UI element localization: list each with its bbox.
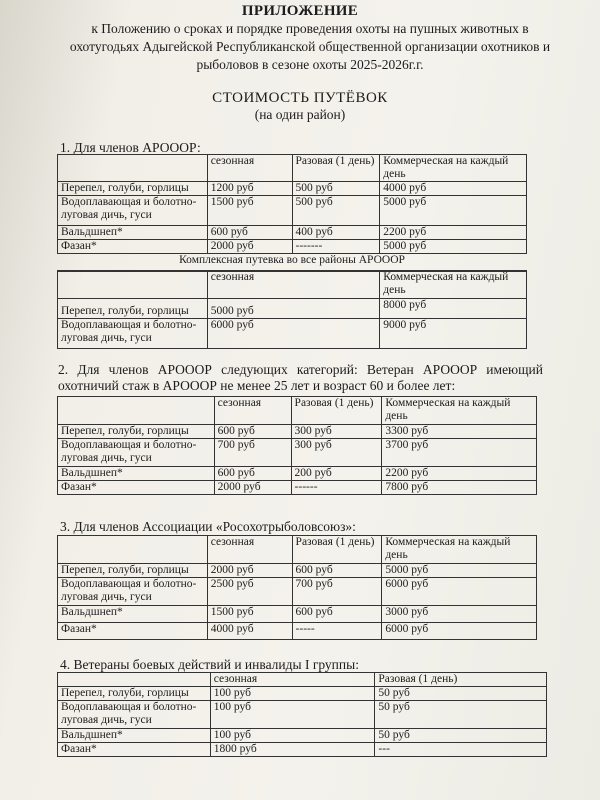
table-cell (58, 536, 208, 564)
section2-table (57, 396, 537, 495)
table-cell: Водоплавающая и болотно-луговая дичь, гуси (58, 196, 208, 226)
table-cell (58, 397, 215, 425)
table-cell: 1500 руб (207, 606, 292, 623)
table-cell: 5000 руб (207, 299, 380, 319)
table-cell: Разовая (1 день) (292, 155, 380, 182)
table-cell: 2000 руб (207, 240, 292, 254)
table-cell: 9000 руб (380, 319, 527, 349)
table-row (58, 319, 527, 349)
table-cell: сезонная (207, 271, 380, 299)
table-cell: Водоплавающая и болотно-луговая дичь, гуси (58, 319, 208, 349)
table-cell: Вальдшнеп* (58, 729, 211, 743)
table-cell: 1500 руб (207, 196, 292, 226)
table-row (58, 226, 527, 240)
cost-heading: СТОИМОСТЬ ПУТЁВОК (212, 90, 388, 106)
table-cell: 3700 руб (382, 439, 537, 467)
table-cell: Фазан* (58, 240, 208, 254)
table-header-row (58, 397, 537, 425)
section2-title: 2. Для членов АРОООР следующих категорий: Ветеран АРОООР имеющий охотничий стаж в АРОООР не менее 25 лет и возраст 60 и более лет: (58, 362, 543, 393)
table-cell: Перепел, голуби, горлицы (58, 425, 215, 439)
table-row (58, 196, 527, 226)
section3-table (57, 535, 537, 640)
table-cell: 200 руб (291, 467, 382, 481)
table-cell: 3000 руб (382, 606, 537, 623)
table-cell: Коммерческая на каждый день (380, 155, 527, 182)
table-cell: Коммерческая на каждый день (382, 536, 537, 564)
table-cell: 3300 руб (382, 425, 537, 439)
table-cell: 7800 руб (382, 481, 537, 495)
table-cell: Фазан* (58, 743, 211, 757)
table-row (58, 687, 547, 701)
table-cell: 1800 руб (210, 743, 375, 757)
table-cell: Разовая (1 день) (375, 673, 547, 687)
table-cell: Перепел, голуби, горлицы (58, 182, 208, 196)
table-row (58, 299, 527, 319)
table-row (58, 439, 537, 467)
table-row (58, 578, 537, 606)
section1-title: 1. Для членов АРОООР: (60, 140, 201, 155)
table-cell: Коммерческая на каждый день (382, 397, 537, 425)
section4-table (57, 672, 547, 757)
table-cell: 50 руб (375, 729, 547, 743)
table-cell: 5000 руб (380, 196, 527, 226)
table-cell: сезонная (207, 155, 292, 182)
table-cell: Вальдшнеп* (58, 226, 208, 240)
table-cell: 600 руб (292, 564, 382, 578)
table-cell: 4000 руб (207, 623, 292, 640)
table-cell: ----- (292, 623, 382, 640)
table-cell: Вальдшнеп* (58, 606, 208, 623)
table-cell: Перепел, голуби, горлицы (58, 687, 211, 701)
table-cell: Перепел, голуби, горлицы (58, 299, 208, 319)
table-cell: 100 руб (210, 701, 375, 729)
table-cell: 2200 руб (382, 467, 537, 481)
table-cell: 600 руб (214, 425, 291, 439)
table-header-row (58, 155, 527, 182)
table-cell: 300 руб (291, 439, 382, 467)
table-cell: 6000 руб (382, 623, 537, 640)
table-row (58, 425, 537, 439)
cost-note: (на один район) (254, 107, 346, 122)
table-cell: Коммерческая на каждый день (380, 271, 527, 299)
table-cell: 600 руб (292, 606, 382, 623)
table-cell (58, 673, 211, 687)
table-cell: 2200 руб (380, 226, 527, 240)
table-cell: 500 руб (292, 182, 380, 196)
table-cell: 700 руб (214, 439, 291, 467)
table-cell (58, 155, 208, 182)
table-row (58, 623, 537, 640)
table-cell: 5000 руб (380, 240, 527, 254)
table-cell: Водоплавающая и болотно-луговая дичь, гуси (58, 701, 211, 729)
table-cell: Вальдшнеп* (58, 467, 215, 481)
section1-table (57, 154, 527, 272)
table-cell: сезонная (214, 397, 291, 425)
table-cell: 600 руб (214, 467, 291, 481)
complex-title: Комплексная путевка во все районы АРОООР (58, 254, 527, 272)
table-cell: Фазан* (58, 623, 208, 640)
table-row (58, 481, 537, 495)
table-cell: 6000 руб (382, 578, 537, 606)
table-cell: сезонная (207, 536, 292, 564)
table-row (58, 254, 527, 272)
table-cell: Разовая (1 день) (292, 536, 382, 564)
table-header-row (58, 271, 527, 299)
table-header-row (58, 536, 537, 564)
table-cell (58, 271, 208, 299)
table-cell: 2000 руб (207, 564, 292, 578)
table-cell: сезонная (210, 673, 375, 687)
table-cell: ------- (292, 240, 380, 254)
section3-title: 3. Для членов Ассоциации «Росохотрыболовсоюз»: (60, 519, 356, 534)
table-row (58, 182, 527, 196)
table-cell: 1200 руб (207, 182, 292, 196)
table-row (58, 743, 547, 757)
table-cell: 300 руб (291, 425, 382, 439)
table-row (58, 701, 547, 729)
table-row (58, 467, 537, 481)
table-cell: ------ (291, 481, 382, 495)
table-row (58, 240, 527, 254)
table-cell: Водоплавающая и болотно-луговая дичь, гуси (58, 578, 208, 606)
table-cell: 4000 руб (380, 182, 527, 196)
table-cell: 5000 руб (382, 564, 537, 578)
table-row (58, 564, 537, 578)
table-cell: 100 руб (210, 729, 375, 743)
table-header-row (58, 673, 547, 687)
table-cell: --- (375, 743, 547, 757)
table-cell: 500 руб (292, 196, 380, 226)
table-cell: Разовая (1 день) (291, 397, 382, 425)
document-subtitle: к Положению о сроках и порядке проведения охоты на пушных животных в охотугодьях Адыгейской Республиканской общественной организации охотников и рыболовов в сезоне охоты 2025-2026г.г. (69, 21, 551, 72)
section1-complex-table (57, 270, 527, 349)
section4-title: 4. Ветераны боевых действий и инвалиды I группы: (60, 657, 359, 672)
document-title: ПРИЛОЖЕНИЕ (241, 3, 359, 19)
table-cell: 700 руб (292, 578, 382, 606)
table-cell: 8000 руб (380, 299, 527, 319)
table-cell: 100 руб (210, 687, 375, 701)
table-cell: 2000 руб (214, 481, 291, 495)
table-cell: Водоплавающая и болотно-луговая дичь, гуси (58, 439, 215, 467)
table-cell: 600 руб (207, 226, 292, 240)
table-cell: 50 руб (375, 701, 547, 729)
table-cell: 400 руб (292, 226, 380, 240)
table-cell: 2500 руб (207, 578, 292, 606)
table-cell: 6000 руб (207, 319, 380, 349)
table-cell: Фазан* (58, 481, 215, 495)
table-row (58, 729, 547, 743)
table-cell: 50 руб (375, 687, 547, 701)
table-row (58, 606, 537, 623)
table-cell: Перепел, голуби, горлицы (58, 564, 208, 578)
